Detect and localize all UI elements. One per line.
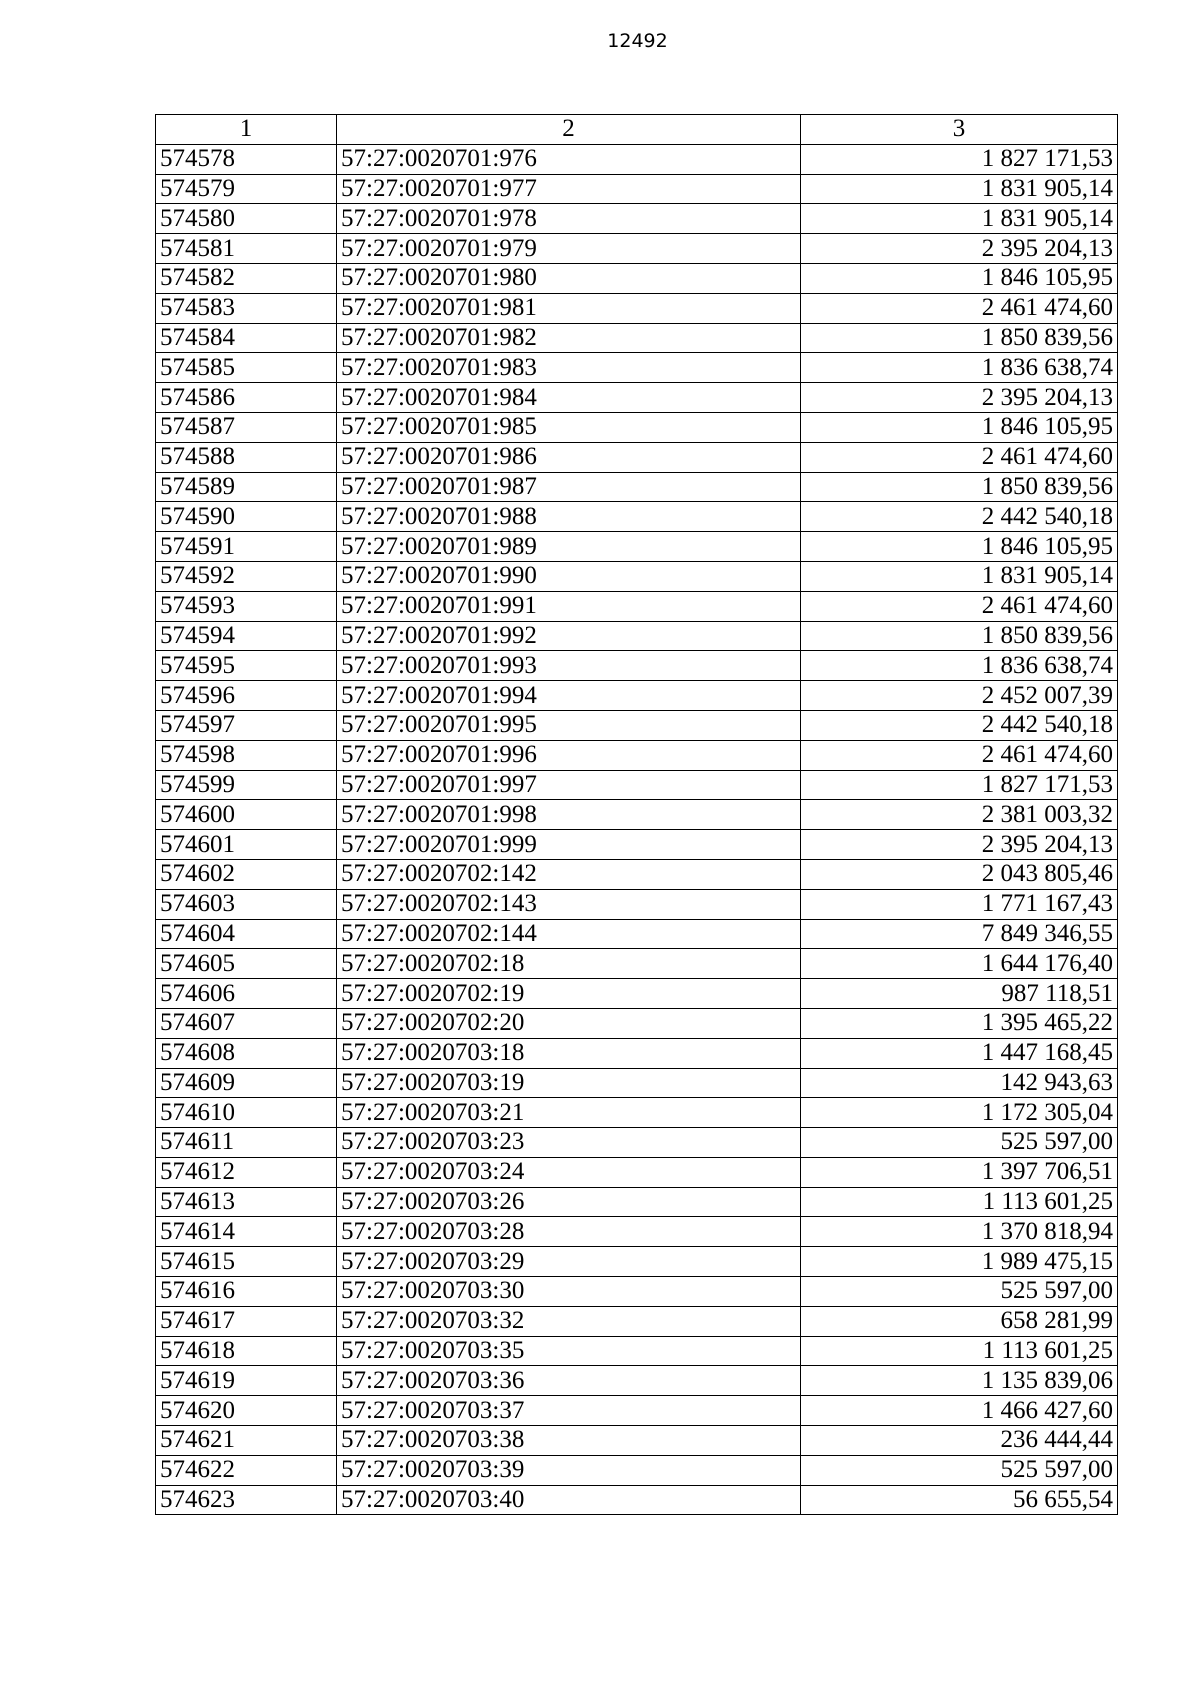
cadastral-number-cell: 57:27:0020701:994 bbox=[337, 681, 801, 711]
cadastral-value-cell: 2 461 474,60 bbox=[801, 740, 1118, 770]
cadastral-number-cell: 57:27:0020701:999 bbox=[337, 830, 801, 860]
table-row bbox=[156, 1098, 1118, 1128]
table-row bbox=[156, 949, 1118, 979]
table-row bbox=[156, 651, 1118, 681]
cadastral-value-cell: 1 397 706,51 bbox=[801, 1157, 1118, 1187]
cadastral-value-cell: 2 461 474,60 bbox=[801, 293, 1118, 323]
table-row bbox=[156, 1128, 1118, 1158]
row-number-cell: 574618 bbox=[156, 1336, 337, 1366]
cadastral-value-cell: 1 113 601,25 bbox=[801, 1187, 1118, 1217]
column-header-2: 2 bbox=[337, 115, 801, 145]
row-number-cell: 574619 bbox=[156, 1366, 337, 1396]
table-row bbox=[156, 1396, 1118, 1426]
cadastral-number-cell: 57:27:0020702:18 bbox=[337, 949, 801, 979]
cadastral-value-cell: 2 395 204,13 bbox=[801, 830, 1118, 860]
row-number-cell: 574584 bbox=[156, 323, 337, 353]
cadastral-number-cell: 57:27:0020701:979 bbox=[337, 234, 801, 264]
cadastral-value-cell: 2 461 474,60 bbox=[801, 442, 1118, 472]
cadastral-number-cell: 57:27:0020701:995 bbox=[337, 710, 801, 740]
cadastral-value-cell: 1 827 171,53 bbox=[801, 144, 1118, 174]
cadastral-value-cell: 1 846 105,95 bbox=[801, 412, 1118, 442]
cadastral-value-cell: 1 850 839,56 bbox=[801, 621, 1118, 651]
column-header-3: 3 bbox=[801, 115, 1118, 145]
table-row bbox=[156, 293, 1118, 323]
table-row bbox=[156, 263, 1118, 293]
cadastral-value-cell: 1 831 905,14 bbox=[801, 561, 1118, 591]
row-number-cell: 574609 bbox=[156, 1068, 337, 1098]
cadastral-number-cell: 57:27:0020701:992 bbox=[337, 621, 801, 651]
table-row bbox=[156, 353, 1118, 383]
row-number-cell: 574610 bbox=[156, 1098, 337, 1128]
table-row bbox=[156, 1277, 1118, 1307]
table-row bbox=[156, 234, 1118, 264]
table-row bbox=[156, 621, 1118, 651]
table-row bbox=[156, 1008, 1118, 1038]
cadastral-number-cell: 57:27:0020701:984 bbox=[337, 383, 801, 413]
cadastral-number-cell: 57:27:0020703:38 bbox=[337, 1426, 801, 1456]
row-number-cell: 574582 bbox=[156, 263, 337, 293]
column-header-1: 1 bbox=[156, 115, 337, 145]
table-row bbox=[156, 472, 1118, 502]
cadastral-number-cell: 57:27:0020702:143 bbox=[337, 889, 801, 919]
cadastral-value-cell: 525 597,00 bbox=[801, 1455, 1118, 1485]
cadastral-value-cell: 525 597,00 bbox=[801, 1277, 1118, 1307]
cadastral-value-cell: 2 442 540,18 bbox=[801, 502, 1118, 532]
row-number-cell: 574589 bbox=[156, 472, 337, 502]
row-number-cell: 574600 bbox=[156, 800, 337, 830]
cadastral-number-cell: 57:27:0020703:18 bbox=[337, 1038, 801, 1068]
cadastral-number-cell: 57:27:0020703:37 bbox=[337, 1396, 801, 1426]
row-number-cell: 574607 bbox=[156, 1008, 337, 1038]
table-row bbox=[156, 889, 1118, 919]
cadastral-value-cell: 7 849 346,55 bbox=[801, 919, 1118, 949]
row-number-cell: 574604 bbox=[156, 919, 337, 949]
cadastral-number-cell: 57:27:0020701:986 bbox=[337, 442, 801, 472]
row-number-cell: 574588 bbox=[156, 442, 337, 472]
cadastral-number-cell: 57:27:0020701:996 bbox=[337, 740, 801, 770]
cadastral-value-cell: 1 831 905,14 bbox=[801, 204, 1118, 234]
row-number-cell: 574585 bbox=[156, 353, 337, 383]
cadastral-value-cell: 2 461 474,60 bbox=[801, 591, 1118, 621]
row-number-cell: 574606 bbox=[156, 979, 337, 1009]
cadastral-value-cell: 525 597,00 bbox=[801, 1128, 1118, 1158]
cadastral-number-cell: 57:27:0020701:989 bbox=[337, 532, 801, 562]
row-number-cell: 574581 bbox=[156, 234, 337, 264]
table-row bbox=[156, 1455, 1118, 1485]
table-row bbox=[156, 1306, 1118, 1336]
cadastral-number-cell: 57:27:0020703:21 bbox=[337, 1098, 801, 1128]
row-number-cell: 574616 bbox=[156, 1277, 337, 1307]
table-row bbox=[156, 1187, 1118, 1217]
cadastral-value-cell: 1 846 105,95 bbox=[801, 263, 1118, 293]
cadastral-number-cell: 57:27:0020701:981 bbox=[337, 293, 801, 323]
cadastral-value-cell: 236 444,44 bbox=[801, 1426, 1118, 1456]
table-row bbox=[156, 144, 1118, 174]
row-number-cell: 574586 bbox=[156, 383, 337, 413]
table-row bbox=[156, 532, 1118, 562]
table-row bbox=[156, 442, 1118, 472]
cadastral-value-cell: 2 442 540,18 bbox=[801, 710, 1118, 740]
row-number-cell: 574614 bbox=[156, 1217, 337, 1247]
row-number-cell: 574578 bbox=[156, 144, 337, 174]
cadastral-number-cell: 57:27:0020701:983 bbox=[337, 353, 801, 383]
row-number-cell: 574608 bbox=[156, 1038, 337, 1068]
cadastral-number-cell: 57:27:0020703:28 bbox=[337, 1217, 801, 1247]
cadastral-number-cell: 57:27:0020701:998 bbox=[337, 800, 801, 830]
row-number-cell: 574620 bbox=[156, 1396, 337, 1426]
cadastral-number-cell: 57:27:0020703:30 bbox=[337, 1277, 801, 1307]
cadastral-number-cell: 57:27:0020701:993 bbox=[337, 651, 801, 681]
row-number-cell: 574594 bbox=[156, 621, 337, 651]
cadastral-number-cell: 57:27:0020701:978 bbox=[337, 204, 801, 234]
cadastral-number-cell: 57:27:0020703:39 bbox=[337, 1455, 801, 1485]
table-row bbox=[156, 830, 1118, 860]
cadastral-number-cell: 57:27:0020702:20 bbox=[337, 1008, 801, 1038]
cadastral-number-cell: 57:27:0020702:144 bbox=[337, 919, 801, 949]
cadastral-number-cell: 57:27:0020701:976 bbox=[337, 144, 801, 174]
cadastral-number-cell: 57:27:0020703:32 bbox=[337, 1306, 801, 1336]
cadastral-value-cell: 1 172 305,04 bbox=[801, 1098, 1118, 1128]
cadastral-number-cell: 57:27:0020701:987 bbox=[337, 472, 801, 502]
row-number-cell: 574595 bbox=[156, 651, 337, 681]
table-row bbox=[156, 1038, 1118, 1068]
row-number-cell: 574617 bbox=[156, 1306, 337, 1336]
table-row bbox=[156, 1485, 1118, 1515]
table-row bbox=[156, 800, 1118, 830]
table-row bbox=[156, 1068, 1118, 1098]
cadastral-number-cell: 57:27:0020703:26 bbox=[337, 1187, 801, 1217]
cadastral-value-cell: 1 831 905,14 bbox=[801, 174, 1118, 204]
cadastral-value-cell: 1 850 839,56 bbox=[801, 323, 1118, 353]
table-row bbox=[156, 681, 1118, 711]
table-row bbox=[156, 859, 1118, 889]
table-row bbox=[156, 1366, 1118, 1396]
table-row bbox=[156, 1157, 1118, 1187]
row-number-cell: 574593 bbox=[156, 591, 337, 621]
cadastral-value-cell: 1 846 105,95 bbox=[801, 532, 1118, 562]
table-row bbox=[156, 204, 1118, 234]
cadastral-value-cell: 2 452 007,39 bbox=[801, 681, 1118, 711]
table-row bbox=[156, 174, 1118, 204]
cadastral-value-cell: 1 370 818,94 bbox=[801, 1217, 1118, 1247]
row-number-cell: 574603 bbox=[156, 889, 337, 919]
cadastral-number-cell: 57:27:0020701:997 bbox=[337, 770, 801, 800]
cadastral-value-cell: 1 466 427,60 bbox=[801, 1396, 1118, 1426]
cadastral-value-cell: 1 850 839,56 bbox=[801, 472, 1118, 502]
table-header-row bbox=[156, 115, 1118, 145]
row-number-cell: 574601 bbox=[156, 830, 337, 860]
row-number-cell: 574580 bbox=[156, 204, 337, 234]
table-row bbox=[156, 1217, 1118, 1247]
cadastral-number-cell: 57:27:0020701:980 bbox=[337, 263, 801, 293]
cadastral-value-cell: 2 395 204,13 bbox=[801, 383, 1118, 413]
row-number-cell: 574623 bbox=[156, 1485, 337, 1515]
table-body bbox=[156, 144, 1118, 1515]
cadastral-value-cell: 2 395 204,13 bbox=[801, 234, 1118, 264]
cadastral-value-cell: 1 827 171,53 bbox=[801, 770, 1118, 800]
cadastral-number-cell: 57:27:0020701:988 bbox=[337, 502, 801, 532]
cadastral-number-cell: 57:27:0020702:142 bbox=[337, 859, 801, 889]
cadastral-value-cell: 987 118,51 bbox=[801, 979, 1118, 1009]
cadastral-value-cell: 1 836 638,74 bbox=[801, 353, 1118, 383]
table-row bbox=[156, 323, 1118, 353]
row-number-cell: 574592 bbox=[156, 561, 337, 591]
table-row bbox=[156, 979, 1118, 1009]
row-number-cell: 574587 bbox=[156, 412, 337, 442]
table-row bbox=[156, 740, 1118, 770]
row-number-cell: 574579 bbox=[156, 174, 337, 204]
cadastral-value-cell: 1 836 638,74 bbox=[801, 651, 1118, 681]
table-row bbox=[156, 412, 1118, 442]
row-number-cell: 574597 bbox=[156, 710, 337, 740]
row-number-cell: 574622 bbox=[156, 1455, 337, 1485]
row-number-cell: 574602 bbox=[156, 859, 337, 889]
table-row bbox=[156, 1247, 1118, 1277]
cadastral-value-cell: 1 447 168,45 bbox=[801, 1038, 1118, 1068]
cadastral-value-cell: 2 381 003,32 bbox=[801, 800, 1118, 830]
row-number-cell: 574583 bbox=[156, 293, 337, 323]
cadastral-value-cell: 658 281,99 bbox=[801, 1306, 1118, 1336]
cadastral-number-cell: 57:27:0020701:982 bbox=[337, 323, 801, 353]
row-number-cell: 574611 bbox=[156, 1128, 337, 1158]
cadastral-number-cell: 57:27:0020701:985 bbox=[337, 412, 801, 442]
cadastral-value-cell: 1 644 176,40 bbox=[801, 949, 1118, 979]
cadastral-number-cell: 57:27:0020701:991 bbox=[337, 591, 801, 621]
table-row bbox=[156, 1426, 1118, 1456]
cadastral-number-cell: 57:27:0020701:977 bbox=[337, 174, 801, 204]
cadastral-value-cell: 2 043 805,46 bbox=[801, 859, 1118, 889]
table-row bbox=[156, 919, 1118, 949]
cadastral-number-cell: 57:27:0020703:40 bbox=[337, 1485, 801, 1515]
page-number: 12492 bbox=[607, 30, 668, 52]
row-number-cell: 574615 bbox=[156, 1247, 337, 1277]
row-number-cell: 574621 bbox=[156, 1426, 337, 1456]
cadastral-number-cell: 57:27:0020702:19 bbox=[337, 979, 801, 1009]
row-number-cell: 574599 bbox=[156, 770, 337, 800]
cadastral-value-cell: 1 771 167,43 bbox=[801, 889, 1118, 919]
cadastral-number-cell: 57:27:0020703:29 bbox=[337, 1247, 801, 1277]
table-row bbox=[156, 770, 1118, 800]
row-number-cell: 574613 bbox=[156, 1187, 337, 1217]
cadastral-number-cell: 57:27:0020703:36 bbox=[337, 1366, 801, 1396]
row-number-cell: 574590 bbox=[156, 502, 337, 532]
table-row bbox=[156, 710, 1118, 740]
cadastral-value-cell: 56 655,54 bbox=[801, 1485, 1118, 1515]
cadastral-value-cell: 1 113 601,25 bbox=[801, 1336, 1118, 1366]
cadastral-number-cell: 57:27:0020703:35 bbox=[337, 1336, 801, 1366]
cadastral-number-cell: 57:27:0020701:990 bbox=[337, 561, 801, 591]
row-number-cell: 574605 bbox=[156, 949, 337, 979]
row-number-cell: 574612 bbox=[156, 1157, 337, 1187]
table-row bbox=[156, 561, 1118, 591]
cadastral-value-cell: 1 395 465,22 bbox=[801, 1008, 1118, 1038]
table-row bbox=[156, 502, 1118, 532]
row-number-cell: 574591 bbox=[156, 532, 337, 562]
cadastral-value-cell: 1 135 839,06 bbox=[801, 1366, 1118, 1396]
cadastral-number-cell: 57:27:0020703:23 bbox=[337, 1128, 801, 1158]
cadastral-number-cell: 57:27:0020703:24 bbox=[337, 1157, 801, 1187]
cadastral-value-cell: 142 943,63 bbox=[801, 1068, 1118, 1098]
row-number-cell: 574596 bbox=[156, 681, 337, 711]
cadastral-value-table bbox=[155, 114, 1118, 1515]
table-row bbox=[156, 1336, 1118, 1366]
row-number-cell: 574598 bbox=[156, 740, 337, 770]
cadastral-value-cell: 1 989 475,15 bbox=[801, 1247, 1118, 1277]
table-row bbox=[156, 591, 1118, 621]
cadastral-number-cell: 57:27:0020703:19 bbox=[337, 1068, 801, 1098]
table-row bbox=[156, 383, 1118, 413]
